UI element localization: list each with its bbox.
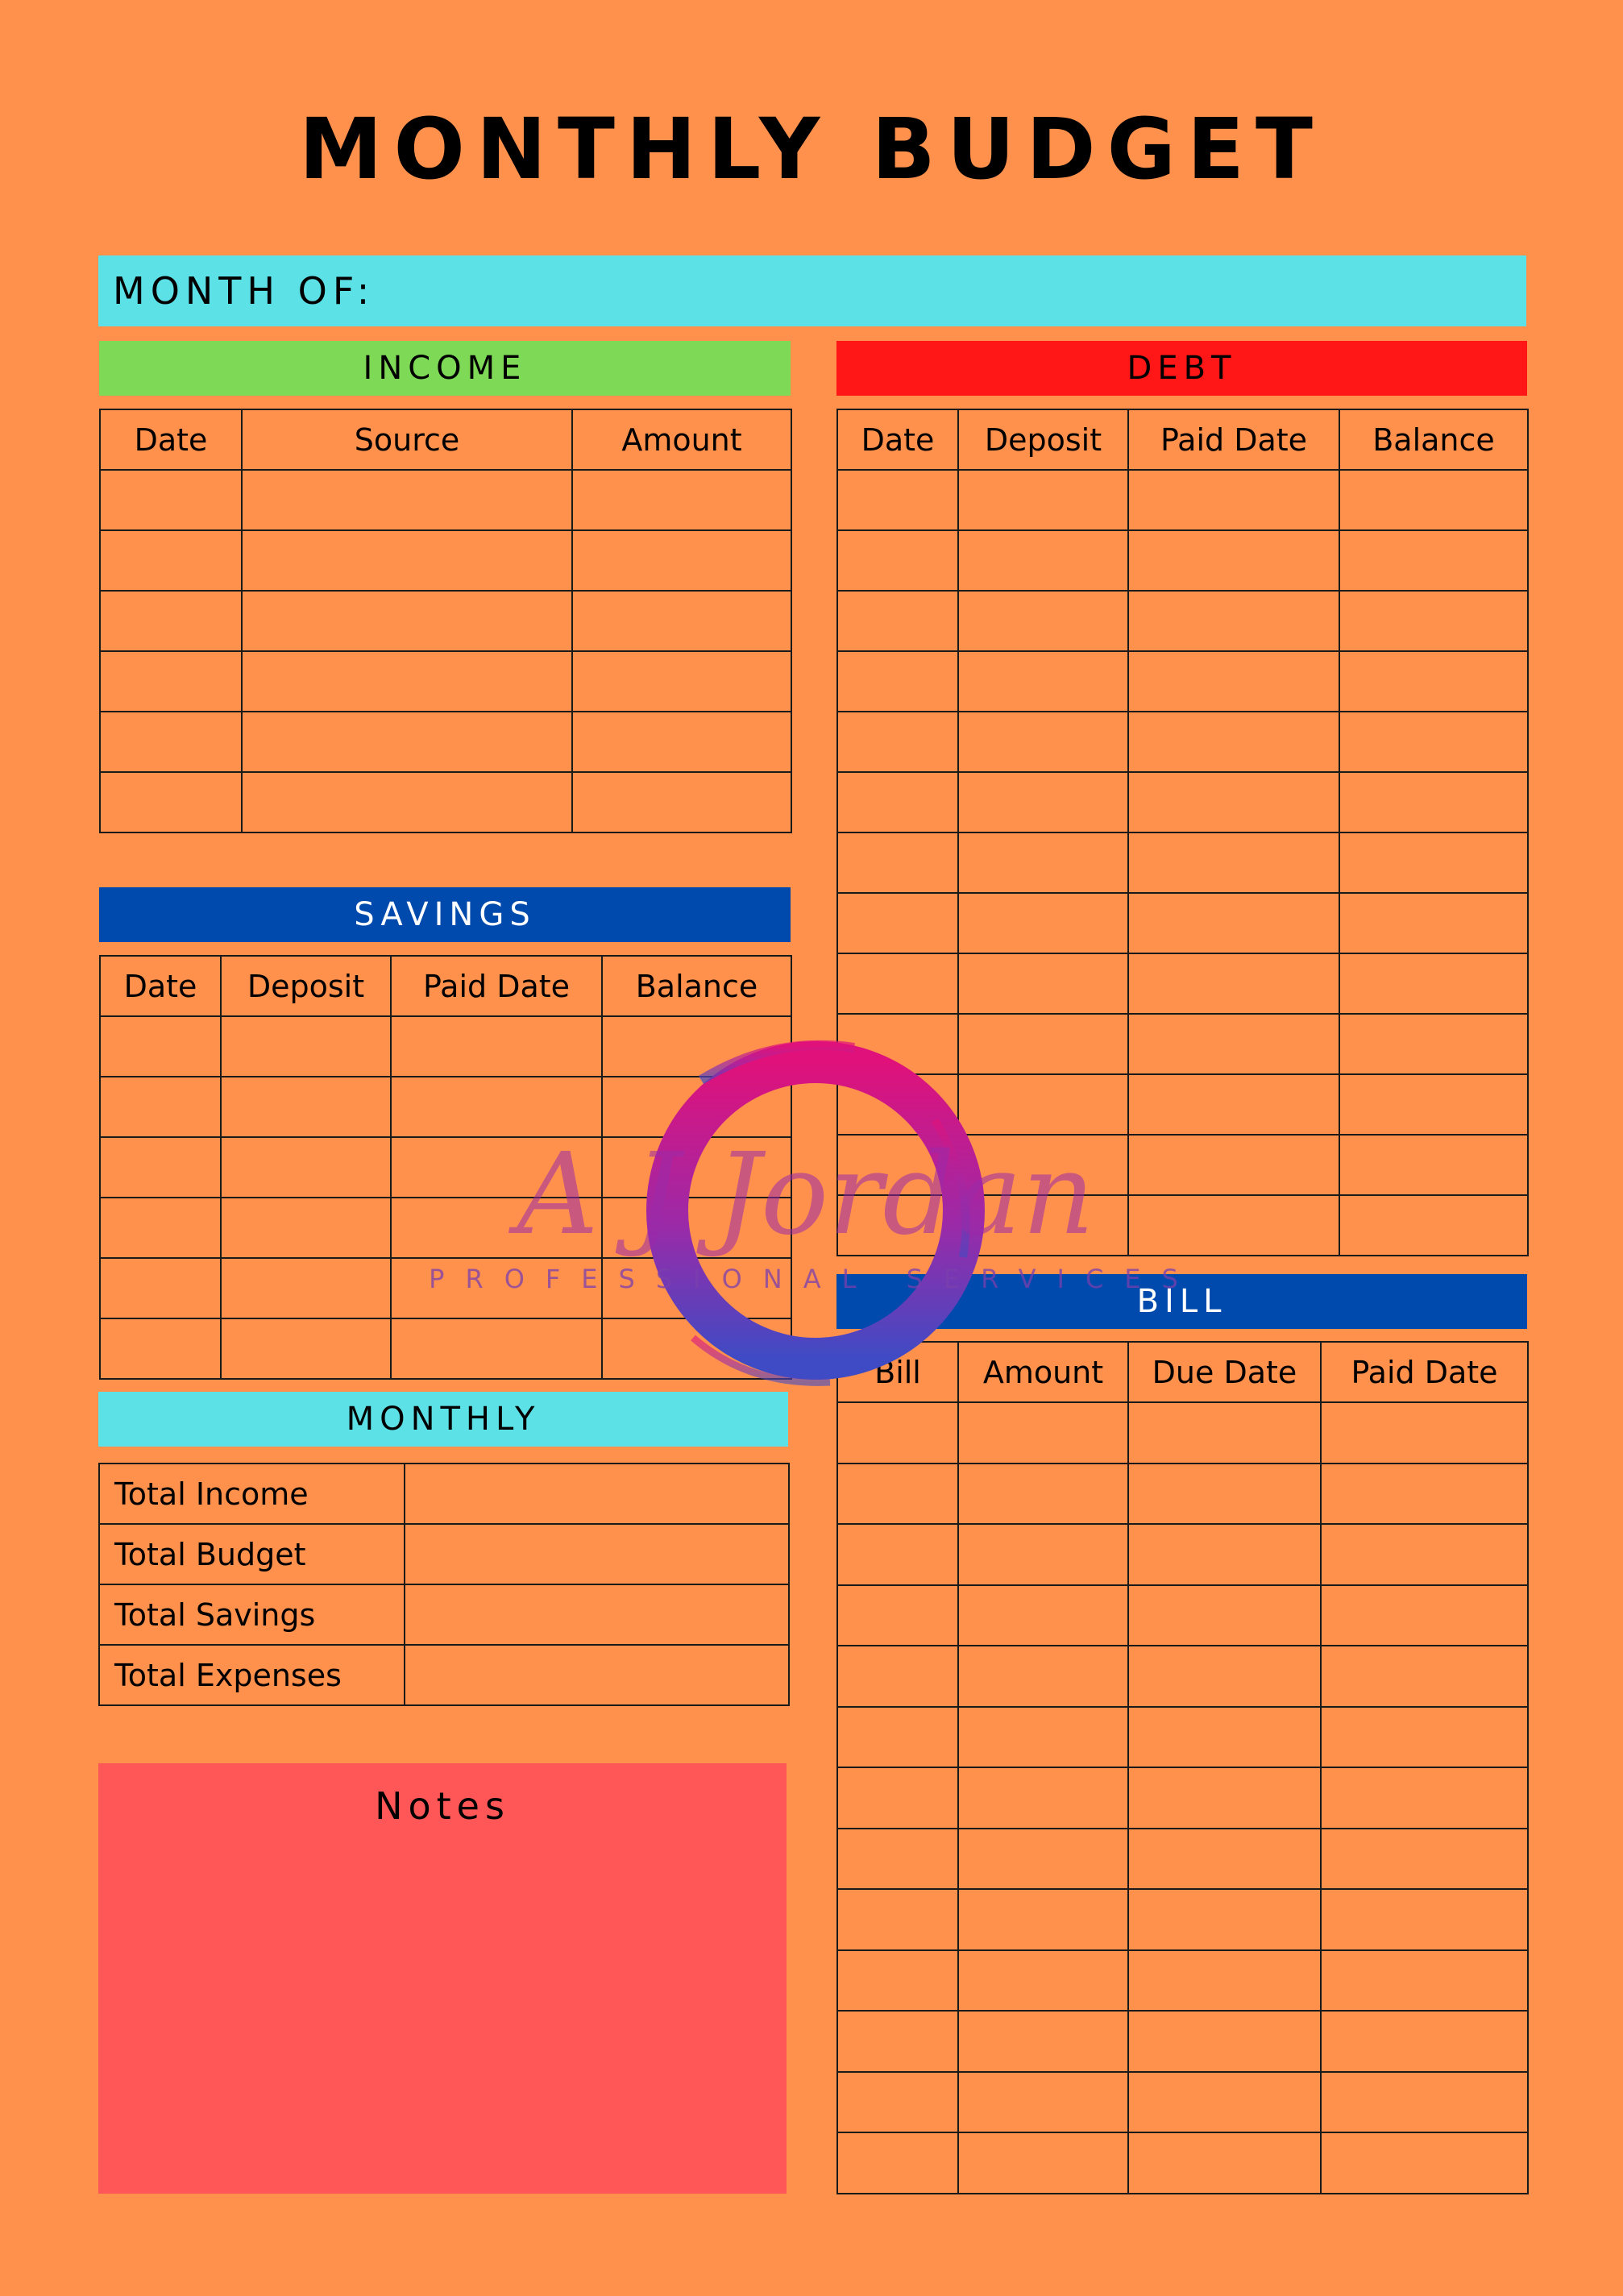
bill-cell[interactable]: [958, 1767, 1128, 1829]
bill-cell[interactable]: [837, 1585, 958, 1646]
income-cell[interactable]: [242, 591, 572, 651]
income-cell[interactable]: [572, 530, 791, 591]
debt-row: [837, 651, 1528, 712]
debt-cell[interactable]: [1339, 712, 1528, 772]
debt-row: [837, 1135, 1528, 1195]
savings-cell[interactable]: [221, 1016, 391, 1077]
debt-column-header: Paid Date: [1128, 409, 1339, 470]
debt-column-header: Balance: [1339, 409, 1528, 470]
income-heading: INCOME: [363, 350, 527, 387]
monthly-header: [98, 1392, 788, 1447]
debt-cell[interactable]: [1339, 893, 1528, 953]
savings-row: [100, 1137, 791, 1198]
bill-cell[interactable]: [958, 2072, 1128, 2133]
savings-cell[interactable]: [100, 1198, 221, 1258]
debt-cell[interactable]: [1339, 530, 1528, 591]
savings-header: [99, 887, 791, 942]
monthly-summary-value[interactable]: [405, 1645, 789, 1705]
debt-cell[interactable]: [837, 712, 958, 772]
bill-cell[interactable]: [1128, 1829, 1321, 1890]
debt-cell[interactable]: [1128, 530, 1339, 591]
monthly-summary-table: [98, 1463, 790, 1706]
debt-cell[interactable]: [1128, 1135, 1339, 1195]
bill-cell[interactable]: [1321, 1829, 1528, 1890]
income-cell[interactable]: [242, 530, 572, 591]
debt-heading: DEBT: [1127, 350, 1237, 387]
monthly-summary-row: [99, 1645, 789, 1705]
savings-cell[interactable]: [100, 1016, 221, 1077]
bill-cell[interactable]: [837, 1646, 958, 1707]
savings-cell[interactable]: [602, 1137, 791, 1198]
debt-header: [836, 341, 1527, 396]
savings-cell[interactable]: [221, 1258, 391, 1318]
debt-cell[interactable]: [958, 1074, 1128, 1135]
bill-row: [837, 1889, 1528, 1950]
debt-cell[interactable]: [1128, 1014, 1339, 1074]
debt-cell[interactable]: [1339, 1195, 1528, 1256]
savings-cell[interactable]: [391, 1318, 602, 1379]
bill-row: [837, 1464, 1528, 1525]
savings-row: [100, 1318, 791, 1379]
bill-cell[interactable]: [1128, 1707, 1321, 1768]
bill-cell[interactable]: [958, 1950, 1128, 2012]
debt-cell[interactable]: [837, 591, 958, 651]
monthly-summary-value[interactable]: [405, 1584, 789, 1645]
monthly-summary-label: Total Savings: [99, 1584, 405, 1645]
debt-row: [837, 470, 1528, 530]
savings-column-header: Date: [100, 956, 221, 1016]
debt-cell[interactable]: [1128, 470, 1339, 530]
debt-row: [837, 893, 1528, 953]
bill-cell[interactable]: [1321, 1402, 1528, 1464]
bill-row: [837, 1585, 1528, 1646]
income-column-header: Amount: [572, 409, 791, 470]
bill-cell[interactable]: [958, 1402, 1128, 1464]
income-cell[interactable]: [572, 470, 791, 530]
income-cell[interactable]: [242, 772, 572, 832]
savings-table: [99, 955, 792, 1380]
bill-cell[interactable]: [837, 1464, 958, 1525]
income-table: [99, 409, 792, 833]
debt-cell[interactable]: [1128, 1074, 1339, 1135]
bill-cell[interactable]: [837, 1889, 958, 1950]
bill-cell[interactable]: [837, 1524, 958, 1585]
bill-column-header: Bill: [837, 1342, 958, 1402]
income-cell[interactable]: [242, 470, 572, 530]
debt-cell[interactable]: [1128, 832, 1339, 893]
bill-table: [836, 1341, 1529, 2194]
savings-cell[interactable]: [391, 1137, 602, 1198]
savings-cell[interactable]: [221, 1318, 391, 1379]
bill-cell[interactable]: [1321, 1464, 1528, 1525]
debt-row: [837, 1014, 1528, 1074]
bill-row: [837, 2132, 1528, 2194]
income-cell[interactable]: [572, 651, 791, 712]
debt-row: [837, 591, 1528, 651]
bill-cell[interactable]: [837, 1767, 958, 1829]
income-cell[interactable]: [242, 712, 572, 772]
bill-header: [836, 1274, 1527, 1329]
month-of-label: MONTH OF:: [113, 269, 376, 313]
bill-cell[interactable]: [837, 2072, 958, 2133]
debt-cell[interactable]: [1339, 1074, 1528, 1135]
bill-cell[interactable]: [1321, 2072, 1528, 2133]
bill-row: [837, 1829, 1528, 1890]
income-row: [100, 712, 791, 772]
bill-cell[interactable]: [1321, 2011, 1528, 2072]
debt-cell[interactable]: [837, 1014, 958, 1074]
income-cell[interactable]: [100, 772, 242, 832]
debt-row: [837, 530, 1528, 591]
bill-cell[interactable]: [1321, 1889, 1528, 1950]
bill-row: [837, 1767, 1528, 1829]
bill-row: [837, 1646, 1528, 1707]
bill-cell[interactable]: [837, 2132, 958, 2194]
debt-cell[interactable]: [958, 470, 1128, 530]
debt-cell[interactable]: [958, 893, 1128, 953]
notes-heading: Notes: [375, 1784, 510, 1828]
bill-cell[interactable]: [1128, 1585, 1321, 1646]
bill-cell[interactable]: [958, 1464, 1128, 1525]
bill-row: [837, 1402, 1528, 1464]
savings-cell[interactable]: [221, 1137, 391, 1198]
bill-cell[interactable]: [958, 2011, 1128, 2072]
monthly-summary-value[interactable]: [405, 1464, 789, 1524]
savings-cell[interactable]: [100, 1318, 221, 1379]
bill-row: [837, 1950, 1528, 2012]
debt-cell[interactable]: [837, 470, 958, 530]
monthly-heading: MONTHLY: [346, 1401, 541, 1438]
debt-table: [836, 409, 1529, 1256]
income-cell[interactable]: [572, 591, 791, 651]
bill-cell[interactable]: [1321, 1707, 1528, 1768]
savings-column-header: Balance: [602, 956, 791, 1016]
bill-cell[interactable]: [1128, 1402, 1321, 1464]
debt-cell[interactable]: [837, 832, 958, 893]
debt-cell[interactable]: [1128, 1195, 1339, 1256]
bill-row: [837, 1707, 1528, 1768]
income-cell[interactable]: [242, 651, 572, 712]
bill-cell[interactable]: [1128, 1767, 1321, 1829]
savings-cell[interactable]: [602, 1318, 791, 1379]
debt-column-header: Date: [837, 409, 958, 470]
debt-cell[interactable]: [958, 1014, 1128, 1074]
savings-row: [100, 1198, 791, 1258]
savings-cell[interactable]: [602, 1258, 791, 1318]
income-header: [99, 341, 791, 396]
bill-cell[interactable]: [1321, 2132, 1528, 2194]
bill-cell[interactable]: [958, 1524, 1128, 1585]
monthly-summary-label: Total Budget: [99, 1524, 405, 1584]
income-cell[interactable]: [100, 712, 242, 772]
bill-cell[interactable]: [958, 1707, 1128, 1768]
monthly-summary-label: Total Expenses: [99, 1645, 405, 1705]
debt-row: [837, 832, 1528, 893]
savings-cell[interactable]: [602, 1077, 791, 1137]
bill-cell[interactable]: [1128, 2072, 1321, 2133]
income-cell[interactable]: [100, 470, 242, 530]
savings-cell[interactable]: [221, 1077, 391, 1137]
income-cell[interactable]: [572, 712, 791, 772]
savings-cell[interactable]: [100, 1077, 221, 1137]
monthly-summary-row: [99, 1584, 789, 1645]
savings-cell[interactable]: [391, 1258, 602, 1318]
debt-cell[interactable]: [958, 1195, 1128, 1256]
income-row: [100, 772, 791, 832]
debt-cell[interactable]: [1339, 591, 1528, 651]
debt-cell[interactable]: [1128, 893, 1339, 953]
debt-cell[interactable]: [1128, 772, 1339, 832]
debt-cell[interactable]: [1339, 1014, 1528, 1074]
bill-cell[interactable]: [1128, 1889, 1321, 1950]
debt-row: [837, 712, 1528, 772]
debt-cell[interactable]: [958, 712, 1128, 772]
bill-cell[interactable]: [1128, 1950, 1321, 2012]
debt-cell[interactable]: [1339, 651, 1528, 712]
watermark-tagline: PROFESSIONAL SERVICES: [429, 1264, 1199, 1294]
debt-cell[interactable]: [1339, 470, 1528, 530]
debt-row: [837, 772, 1528, 832]
debt-cell[interactable]: [958, 591, 1128, 651]
savings-cell[interactable]: [100, 1137, 221, 1198]
income-row: [100, 651, 791, 712]
savings-cell[interactable]: [391, 1077, 602, 1137]
monthly-summary-row: [99, 1464, 789, 1524]
debt-cell[interactable]: [837, 1135, 958, 1195]
bill-row: [837, 2072, 1528, 2133]
bill-cell[interactable]: [1128, 1524, 1321, 1585]
income-cell[interactable]: [100, 591, 242, 651]
debt-cell[interactable]: [1339, 1135, 1528, 1195]
savings-cell[interactable]: [602, 1016, 791, 1077]
debt-cell[interactable]: [837, 651, 958, 712]
savings-column-header: Paid Date: [391, 956, 602, 1016]
debt-cell[interactable]: [958, 530, 1128, 591]
debt-row: [837, 1074, 1528, 1135]
debt-cell[interactable]: [1339, 832, 1528, 893]
bill-column-header: Paid Date: [1321, 1342, 1528, 1402]
bill-cell[interactable]: [837, 1402, 958, 1464]
debt-cell[interactable]: [1339, 772, 1528, 832]
income-column-header: Date: [100, 409, 242, 470]
bill-cell[interactable]: [958, 1889, 1128, 1950]
debt-cell[interactable]: [837, 530, 958, 591]
bill-row: [837, 2011, 1528, 2072]
bill-cell[interactable]: [1321, 1585, 1528, 1646]
bill-heading: BILL: [1136, 1283, 1227, 1320]
debt-cell[interactable]: [958, 772, 1128, 832]
bill-cell[interactable]: [1128, 2011, 1321, 2072]
bill-cell[interactable]: [837, 1950, 958, 2012]
debt-cell[interactable]: [958, 953, 1128, 1014]
monthly-summary-label: Total Income: [99, 1464, 405, 1524]
savings-row: [100, 1258, 791, 1318]
bill-cell[interactable]: [1321, 1524, 1528, 1585]
income-column-header: Source: [242, 409, 572, 470]
debt-cell[interactable]: [958, 832, 1128, 893]
debt-cell[interactable]: [958, 1135, 1128, 1195]
debt-cell[interactable]: [1128, 591, 1339, 651]
bill-cell[interactable]: [1128, 1464, 1321, 1525]
bill-column-header: Amount: [958, 1342, 1128, 1402]
bill-cell[interactable]: [1321, 1646, 1528, 1707]
debt-cell[interactable]: [837, 893, 958, 953]
debt-column-header: Deposit: [958, 409, 1128, 470]
income-row: [100, 530, 791, 591]
debt-row: [837, 1195, 1528, 1256]
debt-row: [837, 953, 1528, 1014]
bill-cell[interactable]: [837, 2011, 958, 2072]
income-cell[interactable]: [100, 651, 242, 712]
income-row: [100, 470, 791, 530]
savings-cell[interactable]: [391, 1198, 602, 1258]
bill-cell[interactable]: [958, 1829, 1128, 1890]
savings-cell[interactable]: [100, 1258, 221, 1318]
bill-cell[interactable]: [958, 1646, 1128, 1707]
bill-cell[interactable]: [837, 1829, 958, 1890]
income-row: [100, 591, 791, 651]
watermark-name: A J Jordan: [517, 1129, 1095, 1260]
page-title: MONTHLY BUDGET: [299, 100, 1324, 198]
monthly-summary-row: [99, 1524, 789, 1584]
bill-cell[interactable]: [1321, 1950, 1528, 2012]
savings-row: [100, 1016, 791, 1077]
savings-heading: SAVINGS: [354, 896, 536, 933]
savings-row: [100, 1077, 791, 1137]
debt-cell[interactable]: [1339, 953, 1528, 1014]
bill-cell[interactable]: [837, 1707, 958, 1768]
income-cell[interactable]: [572, 772, 791, 832]
debt-cell[interactable]: [958, 651, 1128, 712]
monthly-summary-value[interactable]: [405, 1524, 789, 1584]
debt-cell[interactable]: [1128, 651, 1339, 712]
debt-cell[interactable]: [1128, 953, 1339, 1014]
savings-cell[interactable]: [602, 1198, 791, 1258]
month-of-field[interactable]: [98, 255, 1526, 326]
savings-column-header: Deposit: [221, 956, 391, 1016]
debt-cell[interactable]: [837, 772, 958, 832]
notes-panel[interactable]: [98, 1763, 787, 2194]
savings-cell[interactable]: [221, 1198, 391, 1258]
bill-cell[interactable]: [958, 2132, 1128, 2194]
income-cell[interactable]: [100, 530, 242, 591]
debt-cell[interactable]: [1128, 712, 1339, 772]
debt-cell[interactable]: [837, 953, 958, 1014]
debt-cell[interactable]: [837, 1195, 958, 1256]
bill-cell[interactable]: [1128, 2132, 1321, 2194]
debt-cell[interactable]: [837, 1074, 958, 1135]
bill-cell[interactable]: [1128, 1646, 1321, 1707]
bill-cell[interactable]: [958, 1585, 1128, 1646]
bill-column-header: Due Date: [1128, 1342, 1321, 1402]
bill-row: [837, 1524, 1528, 1585]
savings-cell[interactable]: [391, 1016, 602, 1077]
bill-cell[interactable]: [1321, 1767, 1528, 1829]
